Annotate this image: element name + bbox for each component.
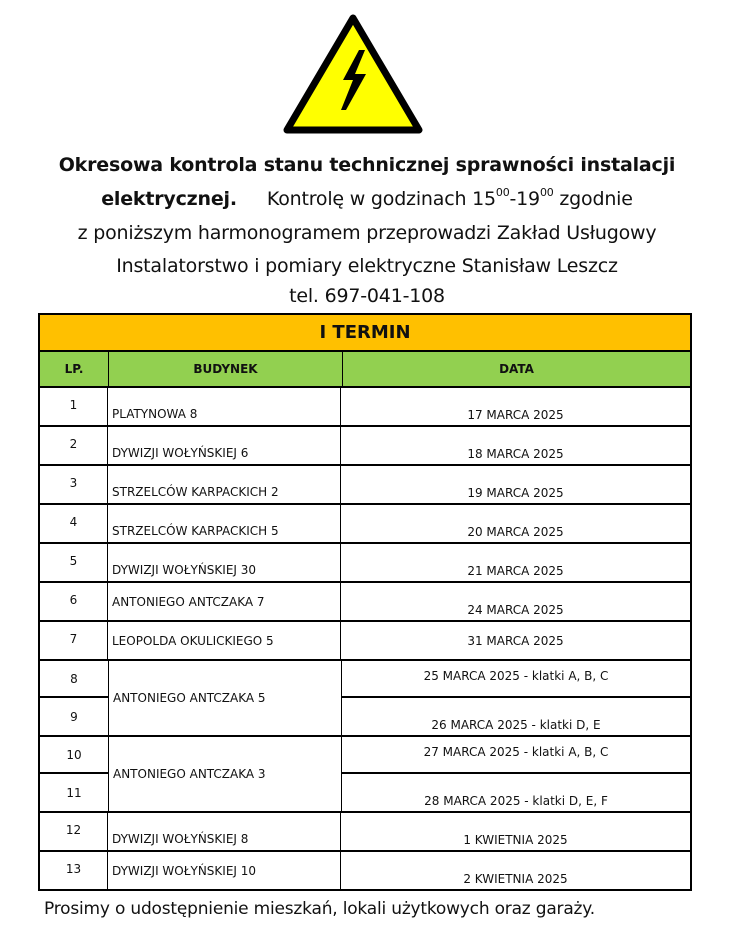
table-row bbox=[40, 466, 690, 505]
cell-lp: 9 bbox=[70, 709, 78, 724]
cell-budynek: STRZELCÓW KARPACKICH 2 bbox=[108, 466, 341, 503]
heading-phone: tel. 697-041-108 bbox=[289, 285, 445, 307]
cell-lp: 3 bbox=[40, 466, 108, 503]
cell-budynek: ANTONIEGO ANTCZAKA 7 bbox=[108, 583, 341, 620]
cell-data: 2 KWIETNIA 2025 bbox=[463, 872, 568, 886]
table-row bbox=[40, 622, 690, 661]
cell-data: 27 MARCA 2025 - klatki A, B, C bbox=[342, 737, 690, 774]
cell-data: 19 MARCA 2025 bbox=[467, 486, 564, 500]
cell-budynek: DYWIZJI WOŁYŃSKIEJ 30 bbox=[108, 544, 341, 581]
cell-lp: 6 bbox=[40, 583, 108, 620]
cell-data: 18 MARCA 2025 bbox=[467, 447, 564, 461]
heading-line-2: elektrycznej. Kontrolę w godzinach $15^{00}-19^{00}$ zgodnie bbox=[101, 186, 633, 210]
cell-lp: 7 bbox=[40, 622, 108, 659]
footer-note: Prosimy o udostępnienie mieszkań, lokali użytkowych oraz garaży. bbox=[44, 899, 595, 919]
cell-budynek: PLATYNOWA 8 bbox=[108, 388, 341, 425]
header-lp: LP. bbox=[40, 352, 109, 386]
schedule-table bbox=[38, 313, 692, 891]
cell-budynek: STRZELCÓW KARPACKICH 5 bbox=[108, 505, 341, 542]
cell-lp: 2 bbox=[40, 427, 108, 464]
high-voltage-warning-icon bbox=[283, 14, 423, 134]
cell-data: 17 MARCA 2025 bbox=[467, 408, 564, 422]
cell-budynek: LEOPOLDA OKULICKIEGO 5 bbox=[108, 622, 341, 659]
cell-budynek: ANTONIEGO ANTCZAKA 3 bbox=[109, 737, 342, 811]
table-row bbox=[40, 388, 690, 427]
cell-lp: 11 bbox=[66, 785, 82, 800]
cell-data: 21 MARCA 2025 bbox=[467, 564, 564, 578]
cell-lp: 8 bbox=[40, 661, 108, 698]
cell-data: 1 KWIETNIA 2025 bbox=[463, 833, 568, 847]
header-data: DATA bbox=[499, 362, 534, 376]
cell-data: 25 MARCA 2025 - klatki A, B, C bbox=[342, 661, 690, 698]
cell-lp: 13 bbox=[40, 852, 108, 889]
table-row-group bbox=[40, 737, 690, 813]
table-row bbox=[40, 544, 690, 583]
cell-budynek: DYWIZJI WOŁYŃSKIEJ 6 bbox=[108, 427, 341, 464]
table-row bbox=[40, 583, 690, 622]
table-row bbox=[40, 852, 690, 889]
cell-lp: 1 bbox=[40, 388, 108, 425]
cell-budynek: DYWIZJI WOŁYŃSKIEJ 8 bbox=[108, 813, 341, 850]
cell-data: 28 MARCA 2025 - klatki D, E, F bbox=[424, 794, 608, 808]
header-budynek: BUDYNEK bbox=[109, 352, 343, 386]
termin-title: I TERMIN bbox=[40, 315, 690, 352]
table-row bbox=[40, 505, 690, 544]
cell-lp: 12 bbox=[40, 813, 108, 850]
cell-data: 31 MARCA 2025 bbox=[467, 633, 564, 648]
table-row bbox=[40, 427, 690, 466]
heading-line-3: z poniższym harmonogramem przeprowadzi Zakład Usługowy bbox=[77, 222, 657, 244]
table-row-group bbox=[40, 661, 690, 737]
heading-line-1: Okresowa kontrola stanu technicznej sprawności instalacji bbox=[58, 154, 676, 176]
table-header bbox=[40, 352, 690, 388]
heading-line-4: Instalatorstwo i pomiary elektryczne Stanisław Leszcz bbox=[116, 255, 618, 277]
cell-lp: 4 bbox=[40, 505, 108, 542]
cell-data: 24 MARCA 2025 bbox=[467, 603, 564, 617]
cell-lp: 5 bbox=[40, 544, 108, 581]
table-row bbox=[40, 813, 690, 852]
cell-data: 20 MARCA 2025 bbox=[467, 525, 564, 539]
cell-budynek: ANTONIEGO ANTCZAKA 5 bbox=[109, 661, 342, 735]
cell-lp: 10 bbox=[40, 737, 108, 774]
cell-data: 26 MARCA 2025 - klatki D, E bbox=[431, 718, 601, 732]
cell-budynek: DYWIZJI WOŁYŃSKIEJ 10 bbox=[108, 852, 341, 889]
